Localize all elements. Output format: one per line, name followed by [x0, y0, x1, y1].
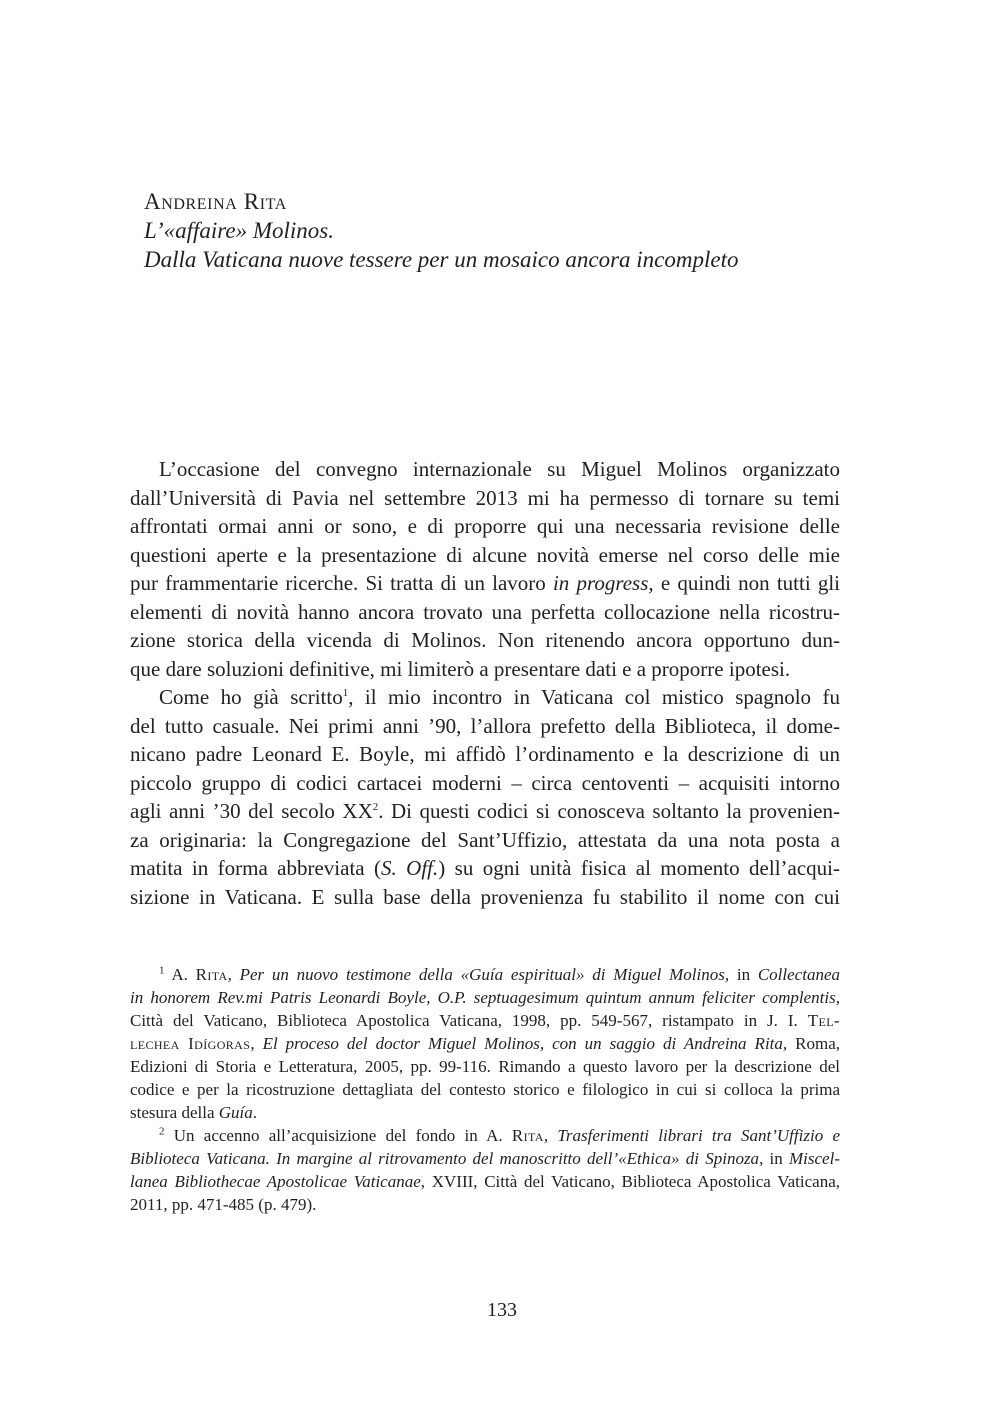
italic-title: Biblioteca Vaticana. In margine al ritrovamento del manoscritto dell’«Ethica» di Spinoza [130, 1149, 760, 1168]
article-title: L’«affaire» Molinos. [144, 218, 334, 243]
footnote-number: 1 [159, 964, 165, 977]
text-run: , Roma, [782, 1034, 840, 1053]
text-run: matita in forma abbreviata ( [130, 856, 382, 880]
paragraph-line: nicano padre Leonard E. Boyle, mi affidò l’ordinamento e la descrizione di un [130, 742, 840, 766]
footnote-number: 2 [159, 1125, 165, 1138]
text-run: , [227, 965, 240, 984]
paragraph-line: que dare soluzioni definitive, mi limiterò a presentare dati e a proporre ipotesi. [130, 656, 791, 681]
footnote-line [130, 1032, 840, 1055]
page-number: 133 [487, 1299, 517, 1321]
paragraph-line: piccolo gruppo di codici cartacei moderni – circa centoventi – acquisiti intorno [130, 770, 840, 795]
italic-phrase: in progress, [552, 571, 654, 595]
paragraph-line [130, 797, 840, 826]
footnote-line [130, 1147, 840, 1170]
paragraph-line: del tutto casuale. Nei primi anni ’90, l’allora prefetto della Biblioteca, il dome- [130, 713, 840, 738]
text-run: Un accenno all’acquisizione del fondo in A. [164, 1126, 512, 1145]
text-run: , il mio incontro in Vaticana col mistico spagnolo fu [348, 685, 840, 709]
footnote-line [130, 963, 840, 986]
article-subtitle: Dalla Vaticana nuove tessere per un mosaico ancora incompleto [144, 247, 739, 272]
text-run: stesura della [130, 1103, 219, 1122]
italic-title: Per un nuovo testimone della «Guía espiritual» di Miguel Molinos, [239, 965, 730, 984]
footnote-line: Edizioni di Storia e Letteratura, 2005, pp. 99-116. Rimando a questo lavoro per la descrizione del [130, 1057, 840, 1076]
text-run: Come ho già scritto [159, 685, 343, 709]
text-run: agli anni ’30 del secolo XX [130, 799, 373, 823]
author-name: Andreina Rita [144, 189, 287, 214]
text-run: . Di questi codici si conosceva soltanto la provenien- [378, 799, 840, 823]
text-run: ) su ogni unità fisica al momento dell’acqui- [438, 856, 840, 880]
text-run: , [250, 1034, 263, 1053]
paragraph-line: questioni aperte e la presentazione di alcune novità emerse nel corso delle mie [130, 542, 840, 567]
paragraph-line: dall’Università di Pavia nel settembre 2013 mi ha permesso di tornare su temi [130, 485, 840, 510]
footnote-line: codice e per la ricostruzione dettagliata del contesto storico e filologico in cui si colloca la prima [130, 1080, 840, 1099]
article-header [144, 187, 864, 274]
italic-title: Miscel- [789, 1149, 840, 1168]
text-run: e quindi non tutti gli [653, 571, 840, 595]
paragraph-2 [130, 683, 840, 911]
body-text [130, 455, 840, 911]
author-smallcaps: lechea Idígoras [130, 1034, 251, 1053]
author-smallcaps: Tel- [807, 1011, 840, 1030]
footnote-line [130, 1170, 840, 1193]
paragraph-line [130, 569, 840, 598]
paragraph-line: zione storica della vicenda di Molinos. Non ritenendo ancora opportuno dun- [130, 628, 840, 652]
text-run: , XVIII, Città del Vaticano, Biblioteca Apostolica Vaticana, [420, 1172, 841, 1191]
text-run: in [729, 965, 758, 984]
footnote-line: 2011, pp. 471-485 (p. 479). [130, 1195, 317, 1214]
text-run: , in [759, 1149, 789, 1168]
footnote-ref-1: 1 [342, 687, 349, 699]
footnote-line: in honorem Rev.mi Patris Leonardi Boyle, O.P. septuagesimum quintum annum feliciter complentis, [130, 988, 840, 1007]
author-smallcaps: Rita [511, 1126, 544, 1145]
text-run: Città del Vaticano, Biblioteca Apostolica Vaticana, 1998, pp. 549-567, ristampato in J. I. [130, 1011, 808, 1030]
italic-title: Guía [218, 1103, 253, 1122]
footnote-line [130, 1101, 840, 1124]
paragraph-line: affrontati ormai anni or sono, e di proporre qui una necessaria revisione delle [130, 514, 840, 538]
footnote-2 [130, 1124, 840, 1216]
text-run: A. [164, 965, 196, 984]
italic-phrase: S. Off. [381, 856, 439, 880]
author-smallcaps: Rita [195, 965, 228, 984]
footnote-1 [130, 963, 840, 1124]
paragraph-line: elementi di novità hanno ancora trovato una perfetta collocazione nella ricostru- [130, 599, 840, 624]
text-run: , [543, 1126, 558, 1145]
paragraph-line [130, 854, 840, 883]
paragraph-1 [130, 455, 840, 683]
text-run: pur frammentarie ricerche. Si tratta di un lavoro [130, 571, 553, 595]
paragraph-line: L’occasione del convegno internazionale su Miguel Molinos organizzato [159, 457, 840, 481]
paragraph-line [130, 683, 840, 712]
footnote-line [130, 1124, 840, 1147]
italic-title: Collectanea [757, 965, 840, 984]
footnote-line [130, 1009, 840, 1032]
footnote-ref-2: 2 [372, 801, 379, 813]
italic-title: El proceso del doctor Miguel Molinos, con un saggio di Andreina Rita [262, 1034, 783, 1053]
italic-title: lanea Bibliothecae Apostolicae Vaticanae [130, 1172, 421, 1191]
italic-title: Trasferimenti librari tra Sant’Uffizio e [557, 1126, 840, 1145]
text-run: . [252, 1103, 257, 1122]
footnotes [130, 963, 840, 1216]
paragraph-line: sizione in Vaticana. E sulla base della provenienza fu stabilito il nome con cui [130, 884, 840, 909]
paragraph-line: za originaria: la Congregazione del Sant’Uffizio, attestata da una nota posta a [130, 827, 840, 852]
